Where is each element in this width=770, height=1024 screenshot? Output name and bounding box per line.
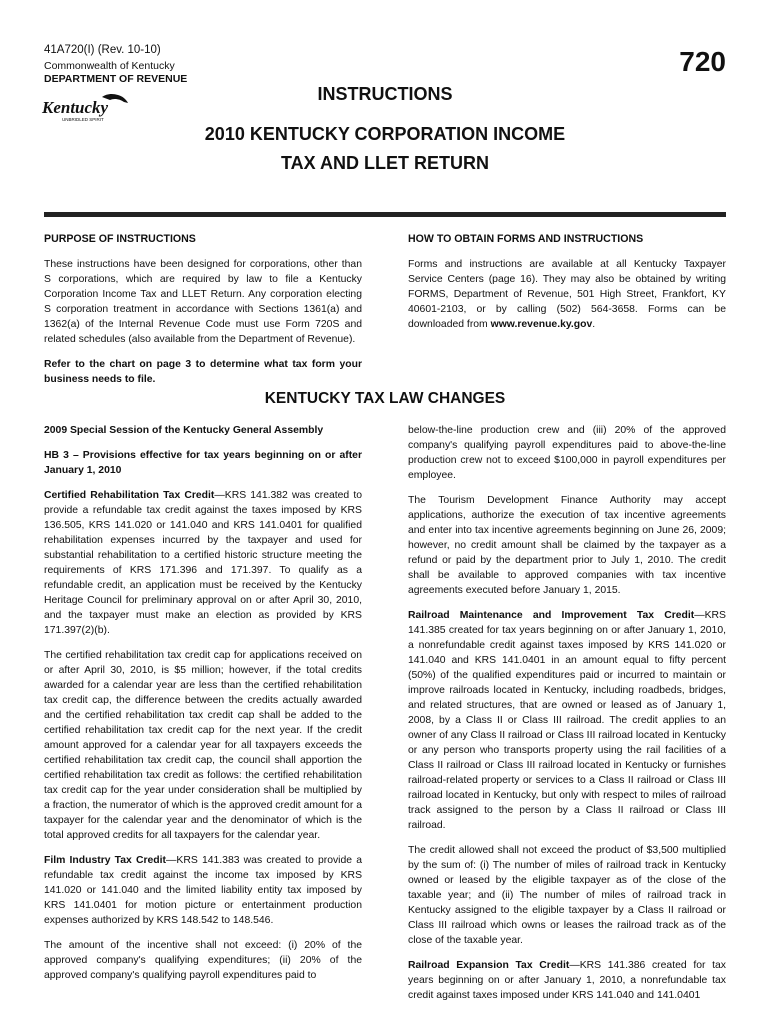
section-heading-tax-law-changes: KENTUCKY TAX LAW CHANGES	[264, 390, 506, 407]
logo-wordmark: Kentucky	[42, 98, 109, 117]
logo-tagline: UNBRIDLED SPIRIT	[62, 117, 104, 122]
railroad-limit-paragraph: The credit allowed shall not exceed the product of $3,500 multiplied by the sum of: (i) The number of miles of railroad track in Kentucky owned or leased by the eligible taxpayer as of the close of the taxable year; and (ii) The number of miles of railroad track in Kentucky assigned to the eligible taxpayer by a Class II railroad or Class III railroad which owns or leases the railroad track as of the close of the taxable year.	[408, 845, 726, 946]
railroad-title: Railroad Maintenance and Improvement Tax Credit	[408, 610, 695, 621]
film-amount-paragraph: The amount of the incentive shall not exceed: (i) 20% of the approved company's qualifying expenditures; (ii) 20% of the approved company's qualifying payroll expenditures paid to	[44, 940, 362, 981]
expansion-paragraph	[408, 958, 726, 1003]
expansion-title: Railroad Expansion Tax Credit	[408, 960, 570, 971]
header-rule	[44, 212, 726, 217]
form-number: 41A720(I) (Rev. 10-10)	[44, 44, 161, 56]
changes-left-column	[44, 423, 362, 993]
railroad-body: —KRS 141.385 created for tax years beginning on or after January 1, 2010, a nonrefundable credit against taxes imposed by KRS 141.020 or 141.040 and KRS 141.0401 in an amount equal to fifty percent (50%) of the qualified expenditures paid or incurred to maintain or improve railroads located in Kentucky, including roadbeds, bridges, and related structures, that are owned or leased as of January 1, 2008, by a Class II or Class III railroad. The credit applies to an owner of any Class II railroad or Class III railroad located in Kentucky or any person who transports property using the rail facilities of a Class II railroad or Class III railroad located in Kentucky or furnishes railroad-related property or services to a Class II railroad or Class III railroad located in Kentucky, but only with respect to miles of railroad track assigned to the person by a Class II railroad or Class III railroad.	[408, 610, 726, 831]
changes-right-column	[408, 423, 726, 1013]
film-paragraph	[44, 853, 362, 928]
rehab-paragraph	[44, 488, 362, 638]
expansion-body: —KRS 141.386 created for tax years beginning on or after January 1, 2010, a nonrefundable tax credit against taxes imposed under KRS 141.040 and 141.0401	[408, 960, 726, 1001]
obtain-body	[408, 257, 726, 332]
tourism-paragraph: The Tourism Development Finance Authority may accept applications, authorize the execution of tax incentive agreements and enter into tax incentive agreements beginning on June 26, 2009; however, no credit amount shall be claimed by the taxpayer as a refund or paid by the department prior to July 1, 2010. The credit shall be available to approved companies with tax incentive agreements executed before January 1, 2015.	[408, 495, 726, 596]
department-label: DEPARTMENT OF REVENUE	[44, 73, 188, 85]
obtain-text: Forms and instructions are available at all Kentucky Taxpayer Service Centers (page 16). They may also be obtained by writing FORMS, Department of Revenue, 501 High Street, Frankfort, KY 40601-2103, or by calling (502) 564-3658. Forms can be downloaded from	[408, 259, 726, 330]
title-line-3: TAX AND LLET RETURN	[281, 153, 489, 173]
revenue-link[interactable]: www.revenue.ky.gov	[490, 319, 593, 330]
form-big-number: 720	[679, 46, 726, 77]
railroad-paragraph	[408, 608, 726, 833]
obtain-end: .	[592, 319, 596, 330]
session-heading: 2009 Special Session of the Kentucky General Assembly	[44, 425, 324, 436]
purpose-note: Refer to the chart on page 3 to determine what tax form your business needs to file.	[44, 359, 362, 385]
purpose-section	[44, 232, 362, 397]
title-instructions: INSTRUCTIONS	[317, 84, 453, 104]
film-continued-paragraph: below-the-line production crew and (iii) 20% of the approved company's qualifying payroll expenditures paid to above-the-line production crew not to exceed $100,000 in payroll expenditures per employee.	[408, 425, 726, 481]
obtain-heading: HOW TO OBTAIN FORMS AND INSTRUCTIONS	[408, 233, 644, 245]
rehab-body: —KRS 141.382 was created to provide a refundable tax credit against the taxes imposed by KRS 136.505, KRS 141.020 or 141.040 and KRS 141.0401 for qualified rehabilitation expenses incurred by the taxpayer and used for substantial rehabilitation to a certified historic structure meeting the requirements of KRS 171.396 and 171.397. To qualify as a refundable credit, an application must be received by the Kentucky Heritage Council for preliminary approval on or after April 30, 2010, and the taxpayer must make an election as provided by KRS 171.397(2)(b).	[44, 490, 362, 636]
purpose-heading: PURPOSE OF INSTRUCTIONS	[44, 233, 196, 245]
film-body: —KRS 141.383 was created to provide a refundable tax credit against the income tax imposed by KRS 141.020 or 141.040 and the limited liability entity tax imposed by KRS 141.0401 for motion picture or entertainment production expenses authorized by KRS 148.542 to 148.546.	[44, 855, 362, 926]
hb3-heading: HB 3 – Provisions effective for tax years beginning on or after January 1, 2010	[44, 450, 362, 476]
obtain-section	[408, 232, 726, 342]
rehab-title: Certified Rehabilitation Tax Credit	[44, 490, 215, 501]
rehab-cap-paragraph: The certified rehabilitation tax credit cap for applications received on or after April 30, 2010, is $5 million; however, if the total credits awarded for a calendar year are less than the certified rehabilitation tax credit cap, the difference between the credits actually awarded and the certified rehabilitation tax credit cap shall be added to the certified rehabilitation tax credit cap for the next year. If the credit amount approved for a calendar year for all taxpayers exceeds the certified rehabilitation tax credit cap, the council shall apportion the certified rehabilitation tax credit as follows: the certified rehabilitation tax credit cap for the year under consideration shall be multiplied by a fraction, the numerator of which is the approved credit amount for a taxpayer for the calendar year and the denominator of which is the total approved credits for all taxpayers for the calendar year.	[44, 650, 362, 841]
commonwealth-label: Commonwealth of Kentucky	[44, 60, 175, 72]
purpose-body: These instructions have been designed for corporations, other than S corporations, which are required by law to file a Kentucky Corporation Income Tax and LLET Return. Any corporation electing S corporation treatment in accordance with Sections 1361(a) and 1362(a) of the Internal Revenue Code must use Form 720S and related schedules (also available from the Department of Revenue).	[44, 259, 362, 345]
film-title: Film Industry Tax Credit	[44, 855, 167, 866]
title-line-2: 2010 KENTUCKY CORPORATION INCOME	[204, 124, 566, 144]
